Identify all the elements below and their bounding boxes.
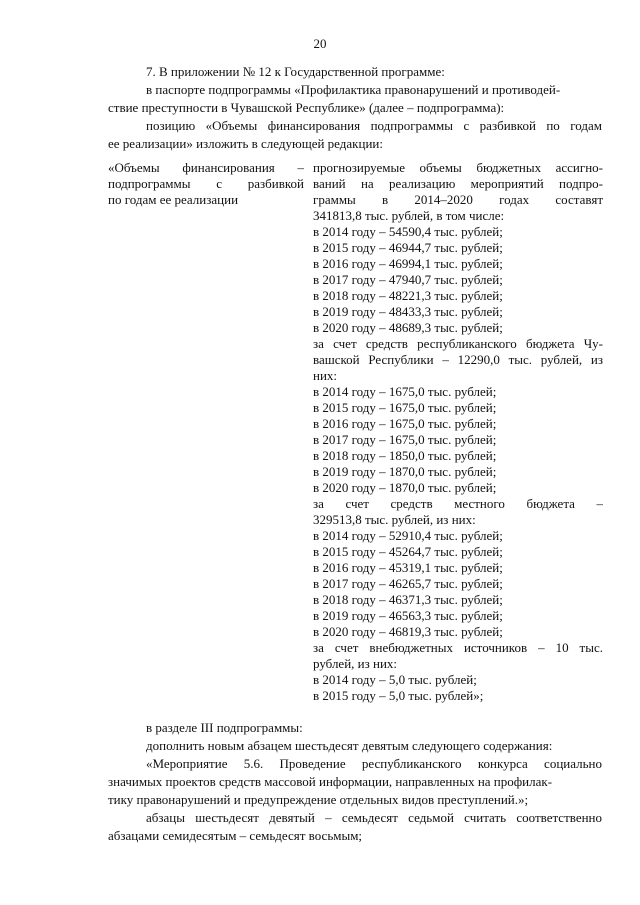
after-line-2: дополнить новым абзацем шестьдесят девятым следующего содержания: (146, 738, 553, 753)
table-right-line: в 2014 году – 54590,4 тыс. рублей; (313, 224, 503, 239)
table-right-line: в 2018 году – 1850,0 тыс. рублей; (313, 448, 497, 463)
table-right-line: в 2020 году – 1870,0 тыс. рублей; (313, 480, 497, 495)
table-right-line: в 2018 году – 48221,3 тыс. рублей; (313, 288, 503, 303)
table-right-line: 329513,8 тыс. рублей, из них: (313, 512, 476, 527)
table-right-line: за счет средств местного бюджета – (313, 496, 603, 511)
table-right-line: в 2020 году – 46819,3 тыс. рублей; (313, 624, 503, 639)
table-right-line: за счет средств республиканского бюджета Чу- (313, 336, 603, 351)
intro-line-5: ее реализации» изложить в следующей редакции: (108, 136, 383, 151)
intro-line-3: ствие преступности в Чувашской Республике» (далее – подпрограмма): (108, 100, 505, 115)
table-right-column (313, 160, 603, 704)
table-right-line: в 2014 году – 5,0 тыс. рублей; (313, 672, 477, 687)
table-right-line: в 2015 году – 45264,7 тыс. рублей; (313, 544, 503, 559)
after-line-7: абзацами семидесятым – семьдесят восьмым; (108, 828, 363, 843)
table-right-line: в 2015 году – 1675,0 тыс. рублей; (313, 400, 497, 415)
table-left-line: по годам ее реализации (108, 192, 239, 207)
table-right-line: в 2016 году – 46994,1 тыс. рублей; (313, 256, 503, 271)
table-right-line: них: (313, 368, 338, 383)
page-number: 20 (313, 36, 327, 51)
table-right-line: в 2017 году – 46265,7 тыс. рублей; (313, 576, 503, 591)
after-line-6: абзацы шестьдесят девятый – семьдесят седьмой считать соответственно (146, 810, 602, 825)
after-line-4: значимых проектов средств массовой информации, направленных на профилак- (108, 774, 553, 789)
table-right-line: в 2020 году – 48689,3 тыс. рублей; (313, 320, 503, 335)
table-right-line: рублей, из них: (313, 656, 398, 671)
table-right-line: в 2016 году – 1675,0 тыс. рублей; (313, 416, 497, 431)
table-right-line: в 2019 году – 46563,3 тыс. рублей; (313, 608, 503, 623)
after-line-5: тику правонарушений и предупреждение отдельных видов преступлений.»; (108, 792, 529, 807)
table-right-line: 341813,8 тыс. рублей, в том числе: (313, 208, 505, 223)
table-right-line: в 2019 году – 1870,0 тыс. рублей; (313, 464, 497, 479)
intro-line-2: в паспорте подпрограммы «Профилактика правонарушений и противодей- (146, 82, 561, 97)
table-right-line: в 2016 году – 45319,1 тыс. рублей; (313, 560, 503, 575)
table-left-line: «Объемы финансирования – (108, 160, 304, 175)
intro-line-1: 7. В приложении № 12 к Государственной программе: (146, 64, 445, 79)
table-right-line: прогнозируемые объемы бюджетных ассигно- (313, 160, 603, 175)
table-right-line: в 2015 году – 5,0 тыс. рублей»; (313, 688, 484, 703)
table-right-line: в 2014 году – 52910,4 тыс. рублей; (313, 528, 503, 543)
table-right-line: в 2017 году – 1675,0 тыс. рублей; (313, 432, 497, 447)
table-right-line: ваний на реализацию мероприятий подпро- (313, 176, 603, 191)
table-right-line: в 2018 году – 46371,3 тыс. рублей; (313, 592, 503, 607)
after-line-1: в разделе III подпрограммы: (146, 720, 303, 735)
table-right-line: граммы в 2014–2020 годах составят (313, 192, 603, 207)
intro-line-4: позицию «Объемы финансирования подпрограммы с разбивкой по годам (146, 118, 602, 133)
table-right-line: в 2014 году – 1675,0 тыс. рублей; (313, 384, 497, 399)
table-right-line: в 2017 году – 47940,7 тыс. рублей; (313, 272, 503, 287)
after-line-3: «Мероприятие 5.6. Проведение республиканского конкурса социально (146, 756, 602, 771)
table-right-line: вашской Республики – 12290,0 тыс. рублей, из (313, 352, 603, 367)
table-left-line: подпрограммы с разбивкой (108, 176, 304, 191)
table-left-column (108, 160, 304, 208)
table-right-line: за счет внебюджетных источников – 10 тыс. (313, 640, 603, 655)
table-right-line: в 2019 году – 48433,3 тыс. рублей; (313, 304, 503, 319)
table-right-line: в 2015 году – 46944,7 тыс. рублей; (313, 240, 503, 255)
